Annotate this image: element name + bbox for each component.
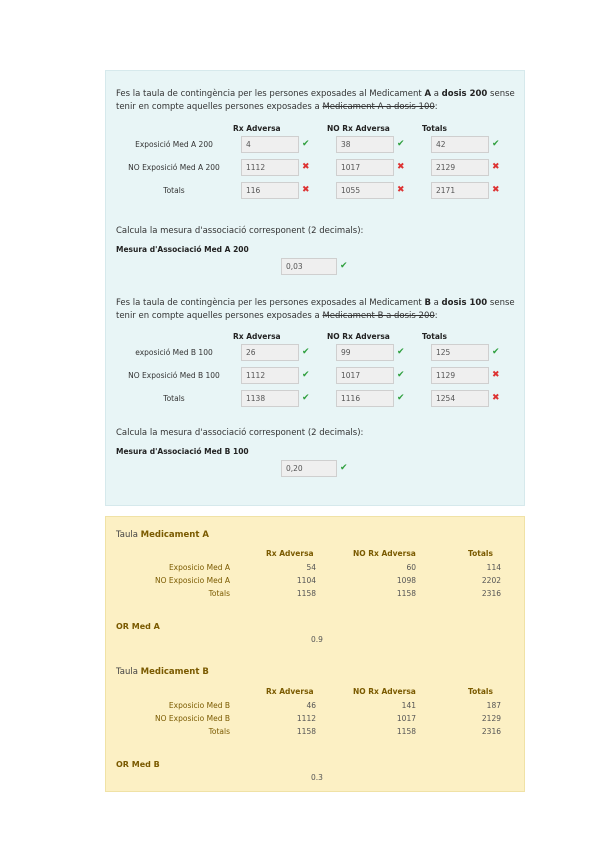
question-a-line1 — [116, 88, 515, 100]
cell-input[interactable]: 2171 — [431, 182, 489, 199]
measure-input-a[interactable]: 0,03 — [281, 258, 337, 275]
result-cell: 2202 — [481, 576, 501, 585]
cell-input[interactable]: 125 — [431, 344, 489, 361]
question-a-strike: Medicament A a dosis 100 — [322, 102, 435, 112]
question-a-drug: A — [424, 89, 432, 99]
result-cell: 60 — [406, 563, 416, 572]
question-b-dose: dosis 100 — [441, 298, 488, 308]
table-b-title — [116, 667, 209, 677]
result-row-label: Exposicio Med B — [168, 701, 230, 710]
cross-icon: ✖ — [492, 162, 500, 172]
question-b-text3: sense — [487, 298, 515, 308]
result-cell: 187 — [486, 701, 501, 710]
result-row-label: Totals — [208, 727, 230, 736]
result-cell: 1017 — [396, 714, 416, 723]
check-icon: ✔ — [340, 463, 348, 473]
feedback-panel — [105, 516, 525, 792]
or-label-a: OR Med A — [116, 622, 160, 631]
result-row-label: NO Exposicio Med A — [155, 576, 230, 585]
check-icon: ✔ — [302, 347, 310, 357]
result-cell: 1158 — [396, 727, 416, 736]
table-a-title-prefix: Taula — [116, 530, 141, 540]
table-a-header-totals: Totals — [468, 549, 493, 558]
table-a-header-rx: Rx Adversa — [266, 549, 314, 558]
cell-input[interactable]: 1017 — [336, 367, 394, 384]
result-row-label: Exposicio Med A — [168, 563, 230, 572]
result-cell: 1158 — [396, 589, 416, 598]
measure-label-a: Mesura d'Associació Med A 200 — [116, 245, 249, 254]
question-b-strike: Medicament B a dosis 200 — [322, 311, 435, 321]
result-cell: 114 — [486, 563, 501, 572]
check-icon: ✔ — [492, 139, 500, 149]
cell-input[interactable]: 1017 — [336, 159, 394, 176]
cell-input[interactable]: 1254 — [431, 390, 489, 407]
check-icon: ✔ — [302, 370, 310, 380]
check-icon: ✔ — [397, 393, 405, 403]
measure-input-b[interactable]: 0,20 — [281, 460, 337, 477]
result-cell: 1098 — [396, 576, 416, 585]
cross-icon: ✖ — [397, 185, 405, 195]
result-cell: 1158 — [296, 589, 316, 598]
result-row-label: NO Exposicio Med B — [155, 714, 230, 723]
result-cell: 2129 — [481, 714, 501, 723]
cross-icon: ✖ — [492, 185, 500, 195]
row-label: exposició Med B 100 — [135, 348, 213, 357]
check-icon: ✔ — [302, 139, 310, 149]
cross-icon: ✖ — [302, 162, 310, 172]
cross-icon: ✖ — [397, 162, 405, 172]
result-cell: 141 — [401, 701, 416, 710]
question-b-end: : — [434, 311, 438, 321]
table-a-header-no-rx: NO Rx Adversa — [353, 549, 416, 558]
row-label: Totals — [163, 186, 185, 195]
calc-instruction-a: Calcula la mesura d'associació corresponent (2 decimals): — [116, 226, 364, 236]
result-cell: 2316 — [481, 589, 501, 598]
question-b-drug: B — [424, 298, 431, 308]
question-a-end: : — [434, 102, 438, 112]
or-value-b: 0.3 — [311, 773, 323, 782]
row-label: Exposició Med A 200 — [135, 140, 213, 149]
row-label: NO Exposició Med B 100 — [128, 371, 220, 380]
cell-input[interactable]: 1129 — [431, 367, 489, 384]
cell-input[interactable]: 1055 — [336, 182, 394, 199]
result-cell: 54 — [306, 563, 316, 572]
question-panel — [105, 70, 525, 506]
col-header-totals-b: Totals — [422, 332, 447, 341]
cell-input[interactable]: 1116 — [336, 390, 394, 407]
cell-input[interactable]: 116 — [241, 182, 299, 199]
row-label: Totals — [163, 394, 185, 403]
check-icon: ✔ — [397, 370, 405, 380]
cell-input[interactable]: 1112 — [241, 367, 299, 384]
calc-instruction-b: Calcula la mesura d'associació corresponent (2 decimals): — [116, 428, 364, 438]
check-icon: ✔ — [340, 261, 348, 271]
question-a-text4: tenir en compte aquelles persones exposades a — [116, 102, 323, 112]
col-header-no-rx: NO Rx Adversa — [327, 124, 390, 133]
or-label-b: OR Med B — [116, 760, 160, 769]
table-b-header-no-rx: NO Rx Adversa — [353, 687, 416, 696]
cell-input[interactable]: 2129 — [431, 159, 489, 176]
check-icon: ✔ — [397, 139, 405, 149]
question-b-line1 — [116, 297, 515, 309]
result-cell: 1112 — [296, 714, 316, 723]
result-cell: 1104 — [296, 576, 316, 585]
table-a-title — [116, 530, 209, 540]
cell-input[interactable]: 99 — [336, 344, 394, 361]
cross-icon: ✖ — [302, 185, 310, 195]
table-b-title-prefix: Taula — [116, 667, 141, 677]
cell-input[interactable]: 38 — [336, 136, 394, 153]
table-b-header-totals: Totals — [468, 687, 493, 696]
question-a-text3: sense — [487, 89, 515, 99]
check-icon: ✔ — [302, 393, 310, 403]
result-row-label: Totals — [208, 589, 230, 598]
or-value-a: 0.9 — [311, 635, 323, 644]
result-cell: 1158 — [296, 727, 316, 736]
check-icon: ✔ — [492, 347, 500, 357]
question-b-text: Fes la taula de contingència per les persones exposades al Medicament — [116, 298, 425, 308]
cell-input[interactable]: 4 — [241, 136, 299, 153]
cross-icon: ✖ — [492, 370, 500, 380]
question-a-text: Fes la taula de contingència per les persones exposades al Medicament — [116, 89, 425, 99]
col-header-rx-b: Rx Adversa — [233, 332, 281, 341]
question-a-line2 — [116, 101, 438, 113]
cell-input[interactable]: 1138 — [241, 390, 299, 407]
result-cell: 46 — [306, 701, 316, 710]
measure-label-b: Mesura d'Associació Med B 100 — [116, 447, 249, 456]
table-b-header-rx: Rx Adversa — [266, 687, 314, 696]
table-b-title-bold: Medicament B — [140, 667, 209, 677]
row-label: NO Exposició Med A 200 — [128, 163, 220, 172]
cross-icon: ✖ — [492, 393, 500, 403]
question-a-text2: a — [431, 89, 442, 99]
cell-input[interactable]: 42 — [431, 136, 489, 153]
question-b-text4: tenir en compte aquelles persones exposades a — [116, 311, 323, 321]
cell-input[interactable]: 1112 — [241, 159, 299, 176]
question-b-text2: a — [430, 298, 442, 308]
check-icon: ✔ — [397, 347, 405, 357]
col-header-rx: Rx Adversa — [233, 124, 281, 133]
question-a-dose: dosis 200 — [441, 89, 488, 99]
question-b-line2 — [116, 310, 438, 322]
col-header-no-rx-b: NO Rx Adversa — [327, 332, 390, 341]
result-cell: 2316 — [481, 727, 501, 736]
cell-input[interactable]: 26 — [241, 344, 299, 361]
table-a-title-bold: Medicament A — [140, 530, 209, 540]
col-header-totals: Totals — [422, 124, 447, 133]
